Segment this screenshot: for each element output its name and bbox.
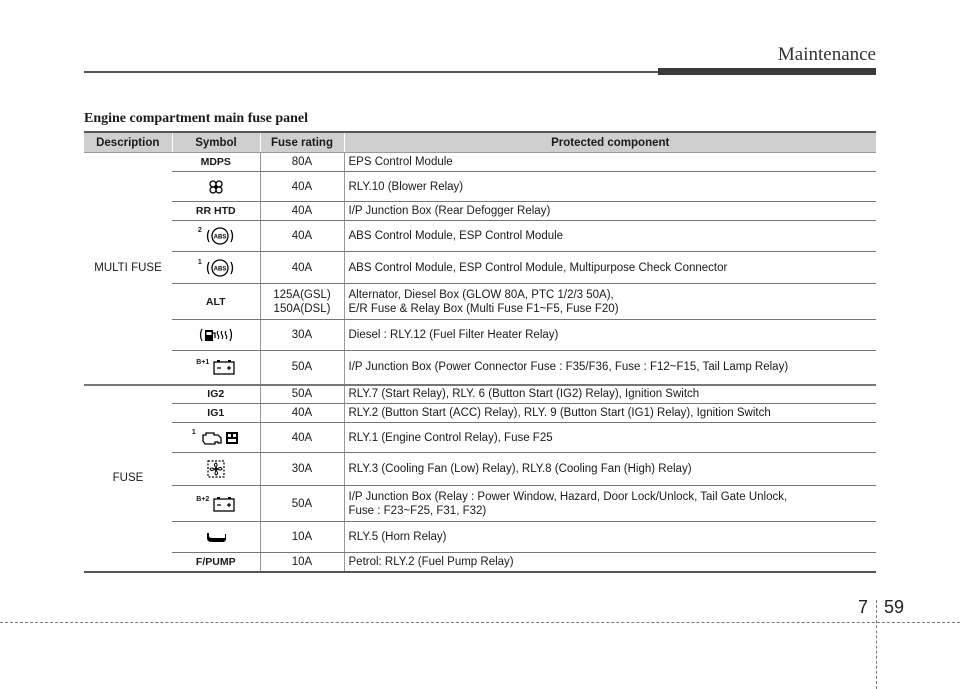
table-row xyxy=(84,351,876,385)
page-number: 59 xyxy=(884,597,905,617)
fuse-rating: 50A xyxy=(260,486,344,522)
symbol-cell xyxy=(172,486,260,522)
footer-divider xyxy=(876,600,877,689)
table-row xyxy=(84,284,876,320)
symbol-text: MDPS xyxy=(172,153,260,172)
protected-component: RLY.2 (Button Start (ACC) Relay), RLY. 9 (Button Start (IG1) Relay), Ignition Switch xyxy=(344,404,876,423)
protected-component: RLY.5 (Horn Relay) xyxy=(344,522,876,553)
fuse-rating: 40A xyxy=(260,404,344,423)
fuse-rating: 30A xyxy=(260,320,344,351)
table-row xyxy=(84,320,876,351)
protected-component: RLY.1 (Engine Control Relay), Fuse F25 xyxy=(344,423,876,453)
symbol-index: 2 xyxy=(197,227,202,234)
protected-component: EPS Control Module xyxy=(344,153,876,172)
fuse-rating: 40A xyxy=(260,221,344,252)
protected-component: Diesel : RLY.12 (Fuel Filter Heater Relay) xyxy=(344,320,876,351)
table-row xyxy=(84,453,876,486)
symbol-text: RR HTD xyxy=(172,202,260,221)
group-description: MULTI FUSE xyxy=(84,153,172,385)
table-row xyxy=(84,221,876,252)
abs-icon xyxy=(206,227,234,245)
protected-component: I/P Junction Box (Power Connector Fuse : F35/F36, Fuse : F12~F15, Tail Lamp Relay) xyxy=(344,351,876,385)
symbol-cell xyxy=(172,453,260,486)
header-bar xyxy=(658,68,876,75)
header-rule xyxy=(84,71,658,73)
fuse-rating: 80A xyxy=(260,153,344,172)
header-description: Description xyxy=(84,132,172,153)
table-row xyxy=(84,385,876,404)
symbol-cell xyxy=(172,320,260,351)
symbol-cell xyxy=(172,351,260,385)
table-row xyxy=(84,486,876,522)
table-row xyxy=(84,202,876,221)
fuse-rating: 125A(GSL) 150A(DSL) xyxy=(260,284,344,320)
table-header-row xyxy=(84,132,876,153)
protected-component: RLY.10 (Blower Relay) xyxy=(344,172,876,202)
fuse-rating: 40A xyxy=(260,252,344,284)
fuse-rating: 40A xyxy=(260,172,344,202)
symbol-index: B+2 xyxy=(196,495,210,503)
running-header-title: Maintenance xyxy=(777,44,876,65)
fuse-rating: 30A xyxy=(260,453,344,486)
symbol-cell xyxy=(172,252,260,284)
symbol-text: F/PUMP xyxy=(172,553,260,572)
fuse-rating: 10A xyxy=(260,522,344,553)
table-row xyxy=(84,172,876,202)
battery-icon xyxy=(213,359,235,375)
abs-icon xyxy=(206,259,234,277)
protected-component: I/P Junction Box (Relay : Power Window, Hazard, Door Lock/Unlock, Tail Gate Unlock, Fuse : F23~F25, F31, F32) xyxy=(344,486,876,522)
protected-component: ABS Control Module, ESP Control Module, Multipurpose Check Connector xyxy=(344,252,876,284)
table-row xyxy=(84,252,876,284)
horn-icon xyxy=(205,530,227,544)
header-protected-component: Protected component xyxy=(344,132,876,153)
symbol-cell xyxy=(172,172,260,202)
table-row xyxy=(84,522,876,553)
symbol-text: ALT xyxy=(172,284,260,320)
blower-fan-icon xyxy=(208,179,224,195)
table-row xyxy=(84,423,876,453)
protected-component: Alternator, Diesel Box (GLOW 80A, PTC 1/2/3 50A), E/R Fuse & Relay Box (Multi Fuse F1~F5, Fuse F20) xyxy=(344,284,876,320)
fuse-table xyxy=(84,131,876,573)
svg-text:ABS: ABS xyxy=(213,266,226,272)
svg-text:ABS: ABS xyxy=(213,234,226,241)
table-row xyxy=(84,153,876,172)
header-symbol: Symbol xyxy=(172,132,260,153)
fuse-rating: 40A xyxy=(260,202,344,221)
table-row xyxy=(84,553,876,572)
engine-control-icon xyxy=(200,429,240,447)
table-row xyxy=(84,404,876,423)
fuse-rating: 50A xyxy=(260,385,344,404)
header-fuse-rating: Fuse rating xyxy=(260,132,344,153)
symbol-index: B+1 xyxy=(196,359,210,367)
chapter-number: 7 xyxy=(858,597,869,617)
symbol-index: 1 xyxy=(197,258,202,266)
protected-component: I/P Junction Box (Rear Defogger Relay) xyxy=(344,202,876,221)
protected-component: ABS Control Module, ESP Control Module xyxy=(344,221,876,252)
symbol-cell xyxy=(172,221,260,252)
protected-component: RLY.3 (Cooling Fan (Low) Relay), RLY.8 (Cooling Fan (High) Relay) xyxy=(344,453,876,486)
symbol-index: 1 xyxy=(191,428,196,436)
cooling-fan-icon xyxy=(207,460,225,478)
symbol-cell xyxy=(172,423,260,453)
fuse-rating: 10A xyxy=(260,553,344,572)
fuel-filter-heater-icon xyxy=(199,327,233,343)
battery-icon xyxy=(213,496,235,512)
footer-rule xyxy=(0,622,960,623)
symbol-cell xyxy=(172,522,260,553)
group-description: FUSE xyxy=(84,385,172,572)
symbol-text: IG1 xyxy=(172,404,260,423)
symbol-text: IG2 xyxy=(172,385,260,404)
fuse-rating: 40A xyxy=(260,423,344,453)
section-title: Engine compartment main fuse panel xyxy=(84,111,308,126)
fuse-rating: 50A xyxy=(260,351,344,385)
protected-component: Petrol: RLY.2 (Fuel Pump Relay) xyxy=(344,553,876,572)
protected-component: RLY.7 (Start Relay), RLY. 6 (Button Start (IG2) Relay), Ignition Switch xyxy=(344,385,876,404)
